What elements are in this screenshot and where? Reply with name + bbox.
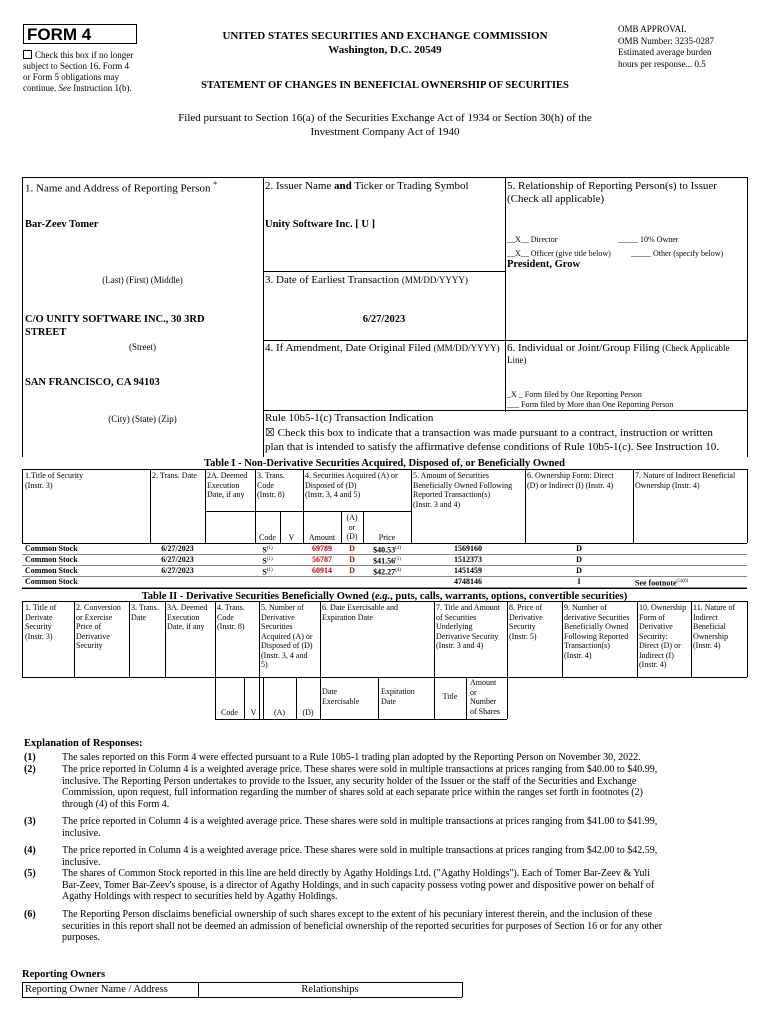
header-line: Ownership (Instr. 4) xyxy=(635,480,700,490)
t2-col-code-header xyxy=(217,603,245,632)
header-line: Underlying xyxy=(436,622,473,631)
header-line: Date xyxy=(131,612,147,622)
sub-line: or xyxy=(348,522,356,532)
street-line: C/O UNITY SOFTWARE INC., 30 3RD xyxy=(25,314,205,325)
sub-line: Number xyxy=(470,697,497,706)
header-line: 3. Trans. xyxy=(131,603,159,612)
header-line: Derivative Security xyxy=(436,631,499,641)
checkbox-text: Instruction 1(b). xyxy=(73,83,132,93)
t2-sub-d: (D) xyxy=(302,708,314,717)
t2-col-nature-header xyxy=(693,603,735,651)
header-line: Ownership xyxy=(693,631,729,641)
header-line: (Instr. 3 and 4) xyxy=(413,499,461,509)
checkbox-text: continue. xyxy=(23,83,57,93)
t2-col-price-header xyxy=(509,603,543,641)
omb-line: OMB APPROVAL xyxy=(618,24,687,34)
sub-line: or xyxy=(470,687,477,697)
explanation-line: Agathy Holdings with respect to securities held by Agathy Holdings. xyxy=(62,891,338,903)
t1-cell-code: $S^{(1)}$ xyxy=(262,556,273,566)
header-line: Derivate xyxy=(25,612,53,622)
header-line: Price of xyxy=(76,622,102,631)
t2-col-ownership-form-header xyxy=(639,603,686,670)
rule-text xyxy=(265,426,747,454)
reporting-person-street xyxy=(25,313,205,339)
header-line: 8. Price of xyxy=(509,603,543,612)
header-line: 2. Conversion xyxy=(76,603,121,612)
t1-cell-code: $S^{(1)}$ xyxy=(262,545,273,555)
t1-cell-title: Common Stock xyxy=(25,555,78,564)
t1-cell-owned: 1451459 xyxy=(454,566,482,575)
header-line: (Instr. 3, 4 and xyxy=(261,650,308,660)
header-line: Transaction(s) xyxy=(564,641,610,650)
sub-line: Date xyxy=(322,687,338,696)
t1-cell-title: Common Stock xyxy=(25,544,78,553)
header-line: of Securities xyxy=(436,612,477,622)
footnote-ref: (3) xyxy=(395,557,401,562)
header-line: (Instr. 5) xyxy=(509,631,537,641)
header-line: Beneficially Owned Following xyxy=(413,480,513,490)
explanation-line: purposes. xyxy=(62,932,101,944)
box3-label-small: (MM/DD/YYYY) xyxy=(401,275,468,285)
header-line: Derivative xyxy=(639,622,673,631)
footnote-ref: (1) xyxy=(266,557,273,562)
header-line: 2A. Deemed xyxy=(207,471,248,480)
statement-title: STATEMENT OF CHANGES IN BENEFICIAL OWNERSHIP OF SECURITIES xyxy=(201,80,569,91)
owners-col-relationships: Relationships xyxy=(301,984,359,995)
header-line: 10. Ownership xyxy=(639,603,687,612)
explanation-line: Bar-Zeev, Tomer Bar-Zeev's spouse, is a director of Agathy Holdings, and in such capacity possess voting power and dispositive power on behalf of xyxy=(62,879,655,891)
header-line: Code xyxy=(257,480,274,490)
t2-sub-expiration xyxy=(381,687,415,706)
header-line: Derivative xyxy=(509,612,543,622)
t1-cell-form: D xyxy=(576,566,582,575)
t2-col-number-header xyxy=(261,603,313,670)
t2-col-owned-header xyxy=(564,603,630,660)
header-line: 1. Title of xyxy=(25,603,57,612)
footnote-number: (2) xyxy=(24,764,36,775)
checkbox-text: Check this box if no longer xyxy=(35,50,134,60)
earliest-transaction-date: 6/27/2023 xyxy=(362,314,406,325)
sub-line: of Shares xyxy=(470,706,500,716)
omb-line: Estimated average burden xyxy=(618,47,712,57)
rule-text-line: plan that is intended to satisfy the affirmative defense conditions of Rule 10b5-1(c). See Instruction 10. xyxy=(265,441,720,453)
box4-label-text: 4. If Amendment, Date Original Filed xyxy=(265,342,431,354)
agency-heading xyxy=(190,29,580,57)
footnote-number: (4) xyxy=(24,845,36,856)
box3-label xyxy=(265,274,468,286)
filing-option-group[interactable]: ___ Form filed by More than One Reporting Person xyxy=(507,400,674,409)
header-line: or Exercise xyxy=(76,612,113,622)
checkbox-text: See xyxy=(58,83,71,93)
header-line: Date, if any xyxy=(207,490,245,499)
t1-cell-price: $42.27$^{(4)}$ xyxy=(373,567,401,577)
other-checkbox[interactable]: _____ Other (specify below) xyxy=(631,249,724,258)
table1-title: Table I - Non-Derivative Securities Acquired, Disposed of, or Beneficially Owned xyxy=(204,458,565,469)
t1-cell-date: 6/27/2023 xyxy=(161,566,194,575)
t2-sub-amount xyxy=(470,678,500,716)
explanation-line: The shares of Common Stock reported in this line are held directly by Agathy Holdings Ltd. ("Agathy Holdings"). Each of Tomer Bar-Zeev & Yuli xyxy=(62,868,650,879)
t1-cell-ad: D xyxy=(349,544,355,553)
t1-cell-ad: D xyxy=(349,555,355,564)
sub-line: (A) xyxy=(346,513,358,522)
explanation-line: through (4) of this Form 4. xyxy=(62,798,170,810)
header-line: Security xyxy=(76,641,103,650)
header-line: Security xyxy=(509,622,536,631)
t1-sub-amount: Amount xyxy=(308,533,336,542)
street-line: STREET xyxy=(25,327,67,338)
header-line: 6. Date Exercisable and xyxy=(322,603,398,612)
t2-col-conversion-header xyxy=(76,603,121,651)
sub-line: Date xyxy=(381,696,397,706)
t1-cell-owned: 1569160 xyxy=(454,544,482,553)
ten-pct-owner-checkbox[interactable]: _____ 10% Owner xyxy=(618,235,679,244)
t1-cell-title: Common Stock xyxy=(25,566,78,575)
box5-label-text: 5. Relationship of Reporting Person(s) to Issuer xyxy=(507,180,717,192)
sub-line: Amount xyxy=(470,678,497,687)
city-caption: (City) (State) (Zip) xyxy=(108,414,177,424)
header-line: Acquired (A) or xyxy=(261,631,313,641)
issuer-name: Unity Software Inc. [ U ] xyxy=(265,219,376,230)
header-line: 4. Securities Acquired (A) or xyxy=(305,471,398,480)
t2-sub-title: Title xyxy=(442,692,458,701)
box3-label-text: 3. Date of Earliest Transaction xyxy=(265,274,400,286)
box2-label-text: Ticker or Trading Symbol xyxy=(354,180,469,192)
filing-option-one[interactable]: _X _ Form filed by One Reporting Person xyxy=(507,390,642,399)
t1-cell-amount: 60914 xyxy=(312,566,332,575)
header-line: (Instr. 8) xyxy=(257,490,285,499)
box1-label xyxy=(25,180,217,195)
agency-name: UNITED STATES SECURITIES AND EXCHANGE COMMISSION xyxy=(222,30,548,42)
t1-cell-code: $S^{(1)}$ xyxy=(262,567,273,577)
owners-col-name: Reporting Owner Name / Address xyxy=(25,984,168,995)
header-line: Execution xyxy=(207,480,240,490)
header-line: (Instr. 4) xyxy=(639,660,667,669)
t2-col-exercisable-header xyxy=(322,603,398,622)
explanation-line: inclusive. xyxy=(62,856,101,868)
header-line: 7. Nature of Indirect Beneficial xyxy=(635,471,736,480)
t1-cell-price: $41.56$^{(3)}$ xyxy=(373,556,401,566)
explanation-line: The Reporting Person disclaims beneficial ownership of such shares except to the extent of his pecuniary interest therein, and the inclusion of these xyxy=(62,909,653,920)
footnote-ref: (1) xyxy=(266,568,273,573)
footnote-ref: (4) xyxy=(395,568,401,573)
explanation-line: The price reported in Column 4 is a weighted average price. These shares were sold in multiple transactions at prices ranging from $40.00 to $40.99, xyxy=(62,764,658,775)
footnote-number: (6) xyxy=(24,909,36,920)
footnote-number: (5) xyxy=(24,868,36,879)
header-line: Security xyxy=(25,622,52,631)
explanation-line: securities in this report shall not be deemed an admission of beneficial ownership of the reported securities for purposes of Section 16 or for any other xyxy=(62,920,663,932)
box5-label-text: (Check all applicable) xyxy=(507,193,605,205)
box5-label xyxy=(507,180,717,206)
checkbox-icon[interactable] xyxy=(23,50,32,59)
header-line: Following Reported xyxy=(564,631,629,641)
header-line: Execution xyxy=(167,612,200,622)
header-line: (Instr. 3) xyxy=(25,480,53,490)
rule-title: Rule 10b5-1(c) Transaction Indication xyxy=(265,412,434,424)
t2-sub-date-exercisable xyxy=(322,687,359,706)
box6-label-small: (Check Applicable xyxy=(662,343,730,353)
table2-title-text: e.g. xyxy=(374,591,391,602)
header-line: Security: xyxy=(639,631,668,641)
t1-col-deemed-header xyxy=(207,471,247,500)
box4-label-small: (MM/DD/YYYY) xyxy=(433,343,500,353)
header-line: Form of xyxy=(639,612,665,622)
explanation-line: The price reported in Column 4 is a weighted average price. These shares were sold in multiple transactions at prices ranging from $41.00 to $41.99, xyxy=(62,816,658,827)
box2-label-text: 2. Issuer Name xyxy=(265,180,332,192)
header-line: 3A. Deemed xyxy=(167,603,208,612)
t1-col-code-header xyxy=(257,471,285,500)
header-line: Reported Transaction(s) xyxy=(413,490,491,499)
filed-pursuant xyxy=(100,111,670,139)
header-line: Beneficially Owned xyxy=(564,622,629,631)
explanation-line: inclusive. xyxy=(62,827,101,839)
t1-cell-ad: D xyxy=(349,566,355,575)
omb-line: hours per response... 0.5 xyxy=(618,58,706,69)
director-checkbox[interactable]: __X__ Director xyxy=(507,235,558,244)
omb-line: OMB Number: 3235-0287 xyxy=(618,35,714,46)
header-line: 1.Title of Security xyxy=(25,471,84,480)
t1-col-nature-header xyxy=(635,471,735,490)
t1-sub-price: Price xyxy=(378,533,396,542)
header-line: Disposed of (D) xyxy=(261,641,313,650)
officer-title: President, Grow xyxy=(507,259,581,270)
no-longer-subject-block xyxy=(23,50,163,94)
officer-checkbox[interactable]: __X__ Officer (give title below) xyxy=(507,249,611,258)
t1-col-amount-owned-header xyxy=(413,471,512,509)
checkbox-text: subject to Section 16. Form 4 xyxy=(23,61,129,71)
footnote-ref: (1) xyxy=(266,546,273,551)
t1-col-ownership-form-header xyxy=(527,471,614,490)
t2-sub-code: Code xyxy=(221,708,238,717)
t1-sub-code: Code xyxy=(259,533,276,542)
box4-label xyxy=(265,342,500,354)
checkbox-text: or Form 5 obligations may xyxy=(23,72,119,82)
box6-label xyxy=(507,342,745,366)
header-line: Derivative xyxy=(261,612,295,622)
name-caption: (Last) (First) (Middle) xyxy=(102,275,183,285)
t1-sub-v: V xyxy=(288,533,295,542)
header-line: (D) or Indirect (I) (Instr. 4) xyxy=(527,480,614,490)
footnote-ref: (5)(6) xyxy=(676,579,689,584)
t1-cell-amount: 69789 xyxy=(312,544,332,553)
t1-cell-owned: 1512373 xyxy=(454,555,482,564)
header-line: Securities xyxy=(261,622,293,631)
t1-col-acquired-header xyxy=(305,471,398,500)
header-line: 4. Trans. xyxy=(217,603,245,612)
box2-label-text: and xyxy=(334,180,352,192)
footnote-number: (1) xyxy=(24,752,36,763)
reporting-owners-heading: Reporting Owners xyxy=(22,969,106,980)
header-line: Indirect (I) xyxy=(639,650,674,660)
header-line: (Instr. 3) xyxy=(25,631,53,641)
t1-col-date-header xyxy=(152,471,197,481)
checked-box-icon[interactable]: ☒ xyxy=(265,427,275,439)
rule-text-line: Check this box to indicate that a transaction was made pursuant to a contract, instruction or written xyxy=(277,427,713,439)
box1-label-text: 1. Name and Address of Reporting Person xyxy=(25,182,211,195)
header-line: Date, if any xyxy=(167,622,205,631)
header-line: Derivative xyxy=(76,631,110,641)
header-line: (Instr. 3 and 4) xyxy=(436,641,484,650)
header-line: 9. Number of xyxy=(564,603,607,612)
footnote-number: (3) xyxy=(24,816,36,827)
t1-cell-form: D xyxy=(576,544,582,553)
header-line: Direct (D) or xyxy=(639,641,681,650)
header-line: Indirect xyxy=(693,612,718,622)
t2-sub-v: V xyxy=(250,708,257,717)
t1-cell-form: D xyxy=(576,555,582,564)
t1-cell-title: Common Stock xyxy=(25,577,78,586)
header-line: 5. Number of xyxy=(261,603,304,612)
sub-line: (D) xyxy=(346,532,358,541)
header-line: 5) xyxy=(261,660,268,669)
agency-location: Washington, D.C. 20549 xyxy=(328,44,442,56)
table2-title-text: Table II - Derivative Securities Beneficially Owned ( xyxy=(141,591,375,602)
filed-line: Investment Company Act of 1940 xyxy=(310,126,460,138)
t1-cell-owned: 4748146 xyxy=(454,577,482,586)
explanation-line: The sales reported on this Form 4 were effected pursuant to a Rule 10b5-1 trading plan adopted by the Reporting Person on November 30, 2022. xyxy=(62,752,641,763)
t1-cell-date: 6/27/2023 xyxy=(161,544,194,553)
t1-cell-date: 6/27/2023 xyxy=(161,555,194,564)
box1-label-mark: * xyxy=(213,180,218,189)
header-line: 5. Amount of Securities xyxy=(413,471,489,480)
header-line: 6. Ownership Form: Direct xyxy=(527,471,614,480)
header-line: derivative Securities xyxy=(564,612,630,622)
footnote-ref: (2) xyxy=(395,546,401,551)
sub-line: Exercisable xyxy=(322,696,360,706)
header-line: 2. Trans. Date xyxy=(152,471,197,480)
t1-sub-ad xyxy=(341,513,363,542)
t1-cell-price: $40.53$^{(2)}$ xyxy=(373,545,401,555)
explanations-heading: Explanation of Responses: xyxy=(24,738,143,749)
form-title: FORM 4 xyxy=(23,24,137,44)
box2-label xyxy=(265,180,469,192)
t1-col-title-header xyxy=(25,471,83,490)
t2-col-date-header xyxy=(131,603,159,622)
reporting-person-name: Bar-Zeev Tomer xyxy=(25,219,99,230)
box6-label-text: 6. Individual or Joint/Group Filing xyxy=(507,342,660,354)
t2-col-underlying-header xyxy=(436,603,500,651)
t2-sub-a: (A) xyxy=(273,708,286,717)
header-line: (Instr. 3, 4 and 5) xyxy=(305,490,361,499)
header-line: 3. Trans. xyxy=(257,471,285,480)
explanation-line: inclusive. The Reporting Person undertakes to provide to the Issuer, any security holder of the Issuer or the staff of the Securities and Exchange xyxy=(62,775,637,787)
sub-line: Expiration xyxy=(381,687,415,696)
explanation-line: The price reported in Column 4 is a weighted average price. These shares were sold in multiple transactions at prices ranging from $42.00 to $42.59, xyxy=(62,845,658,856)
header-line: 11. Nature of xyxy=(693,603,736,612)
header-line: (Instr. 4) xyxy=(564,650,592,660)
header-line: Disposed of (D) xyxy=(305,480,357,490)
box6-label-small: Line) xyxy=(507,355,527,365)
reporting-person-city: SAN FRANCISCO, CA 94103 xyxy=(25,377,160,388)
t1-cell-form: I xyxy=(577,577,581,586)
header-line: Code xyxy=(217,612,234,622)
explanation-line: Commission, upon request, full information regarding the number of shares sold at each separate price within the ranges set forth in footnotes (2) xyxy=(62,787,643,799)
omb-approval xyxy=(618,24,758,70)
table2-title-text: , puts, calls, warrants, options, convertible securities) xyxy=(390,591,628,602)
t1-cell-amount: 56787 xyxy=(312,555,332,564)
t2-col-deemed-header xyxy=(167,603,207,632)
t1-cell-nature: See footnote$^{(5)(6)}$ xyxy=(635,578,689,588)
street-caption: (Street) xyxy=(129,342,156,352)
filed-line: Filed pursuant to Section 16(a) of the Securities Exchange Act of 1934 or Section 30(h) of the xyxy=(178,112,592,124)
header-line: Beneficial xyxy=(693,622,726,631)
t2-col-title-header xyxy=(25,603,56,641)
header-line: (Instr. 4) xyxy=(693,641,721,650)
header-line: 7. Title and Amount xyxy=(436,603,501,612)
header-line: Expiration Date xyxy=(322,612,373,622)
header-line: (Instr. 8) xyxy=(217,622,245,631)
